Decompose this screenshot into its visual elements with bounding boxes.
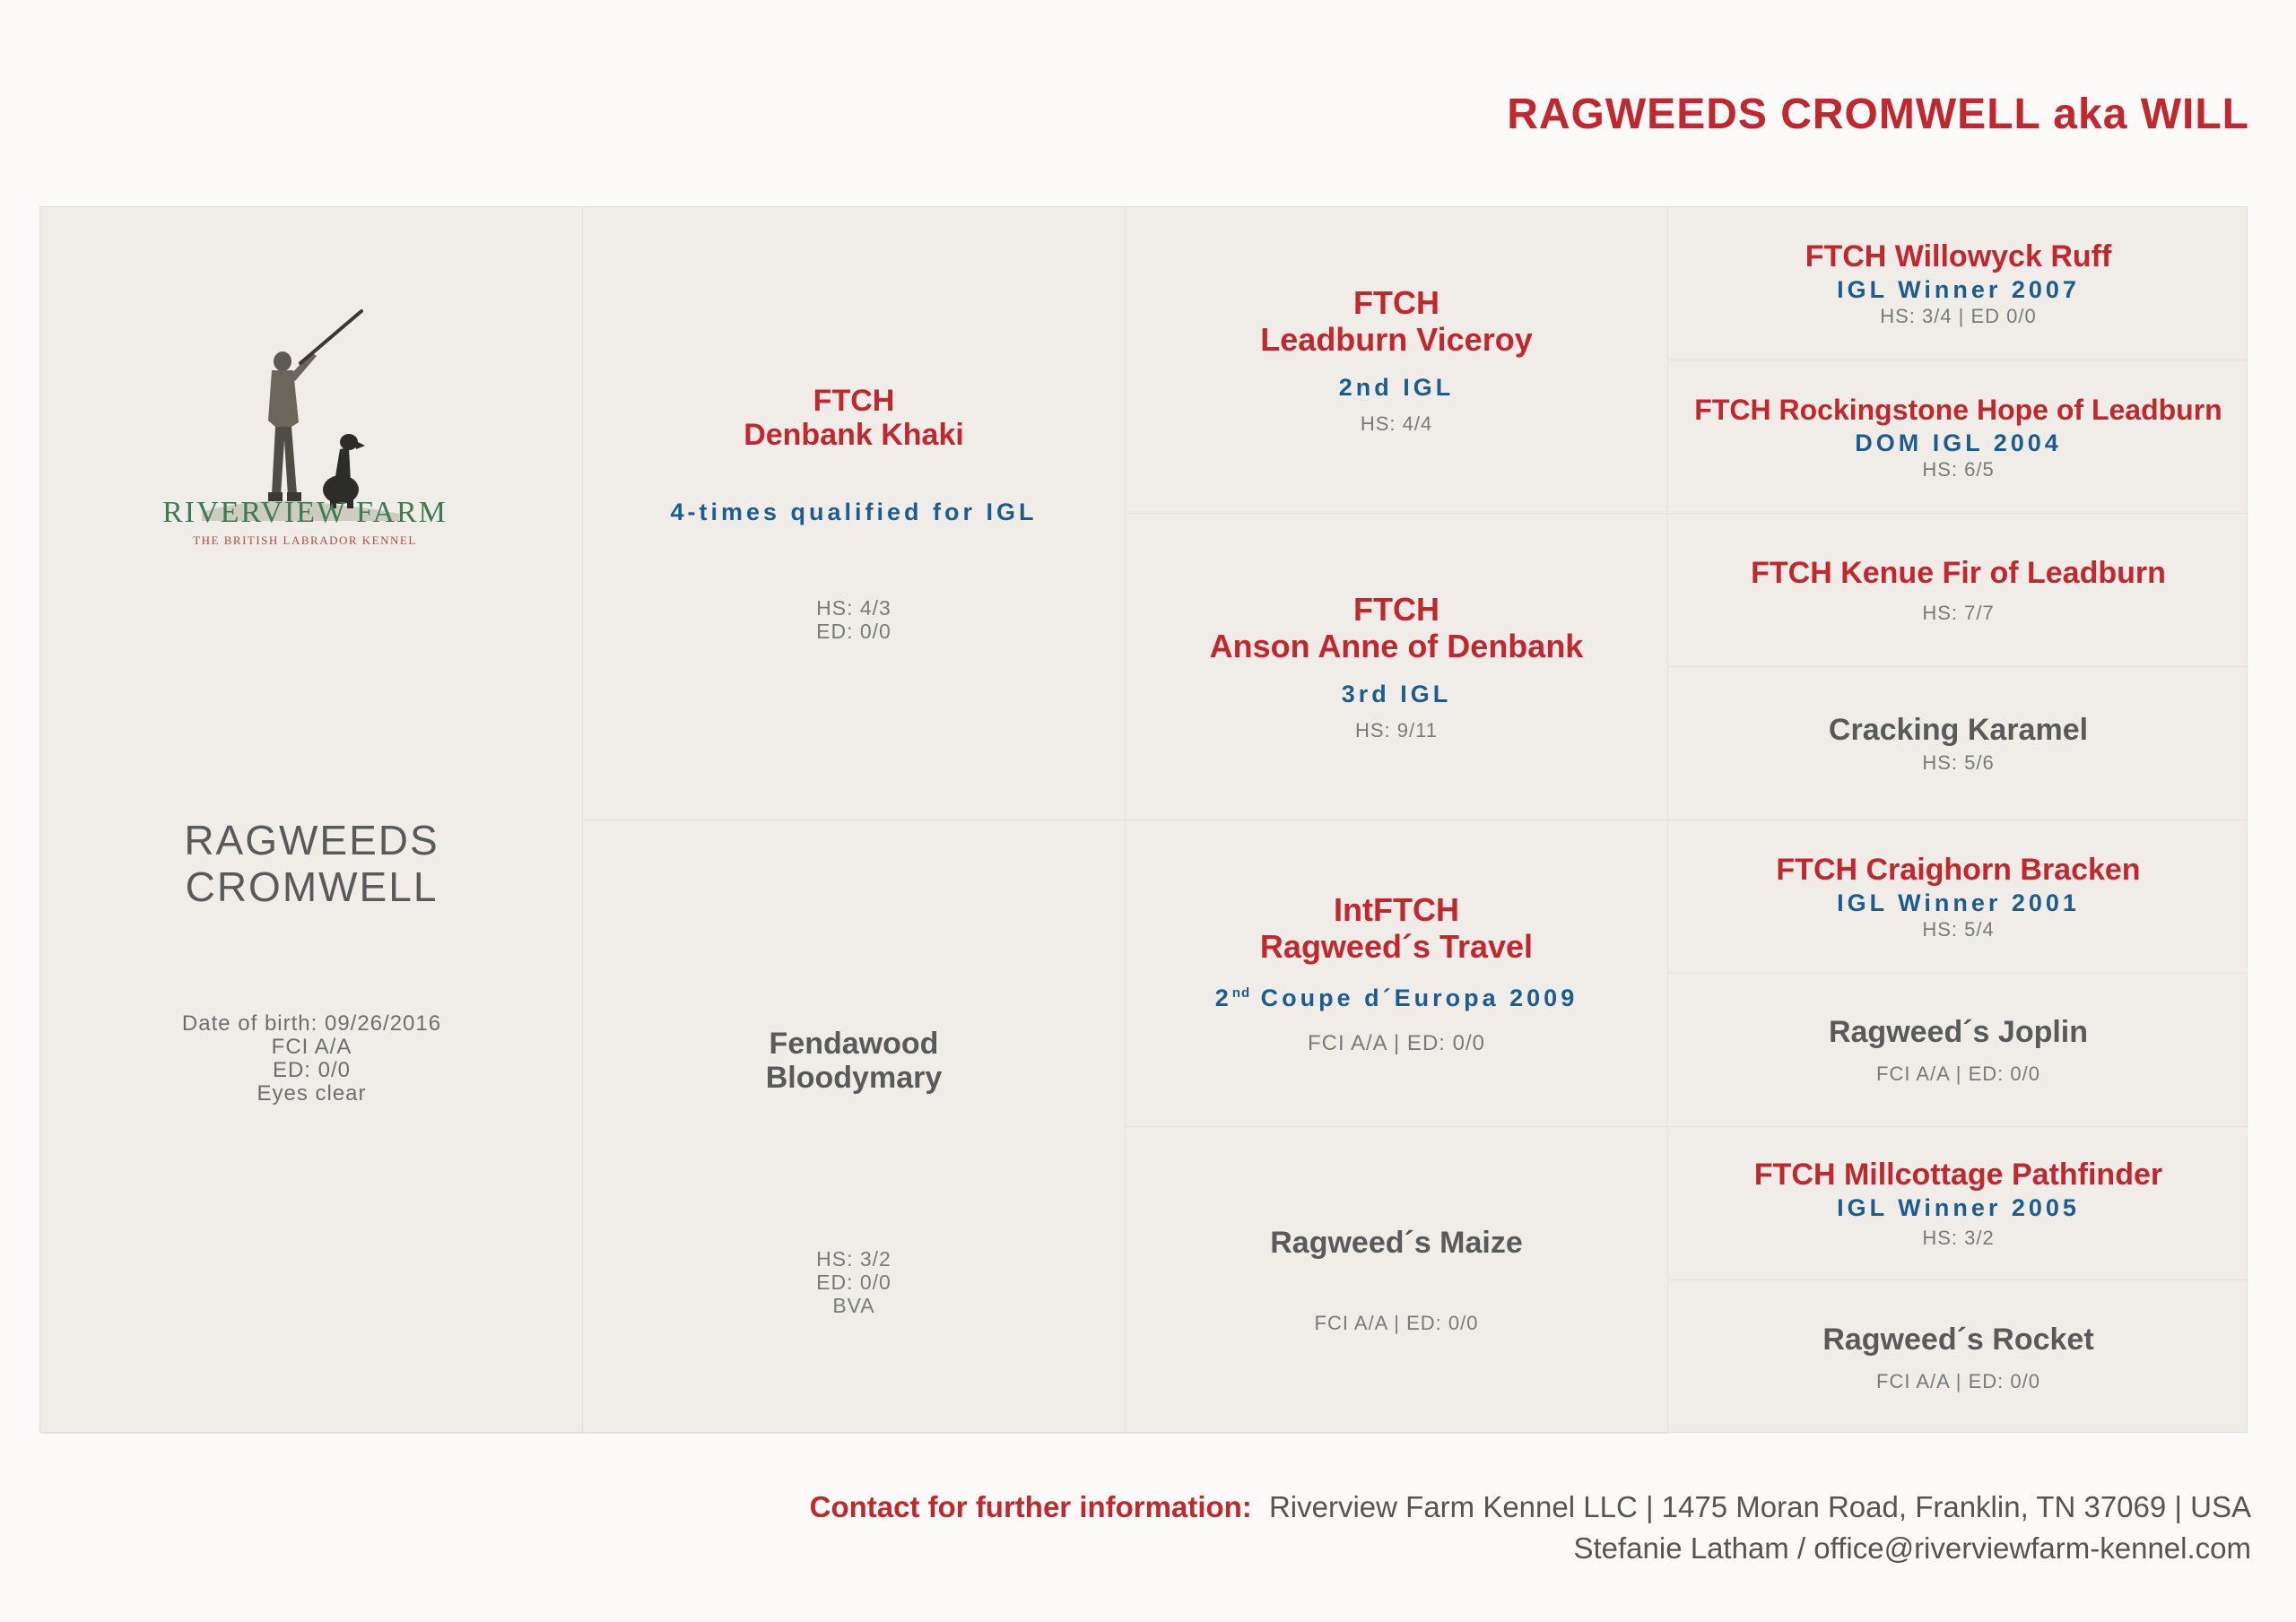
grandparent-award [1215, 984, 1578, 1012]
logo-subtitle: THE BRITISH LABRADOR KENNEL [193, 533, 417, 547]
grandparent-cell [1126, 1127, 1668, 1434]
sire-health [816, 596, 891, 643]
sire-hs: HS: 4/3 [816, 596, 891, 620]
great-grandparent-cell [1668, 514, 2248, 667]
great-grandparent-cell [1668, 1280, 2248, 1434]
dog-info [40, 1012, 583, 1106]
dog-fci: FCI A/A [271, 1035, 352, 1059]
grandparent-health: FCI A/A | ED: 0/0 [1314, 1312, 1479, 1334]
great-grandparent-name: Ragweed´s Joplin [1828, 1015, 2089, 1049]
great-grandparent-cell [1668, 1127, 2248, 1280]
grandparent-cell [1126, 207, 1668, 514]
great-grandparent-award: IGL Winner 2005 [1837, 1194, 2080, 1221]
great-grandparent-cell [1668, 974, 2248, 1127]
grandparent-name: Leadburn Viceroy [1260, 321, 1533, 358]
sire-cell [583, 207, 1126, 820]
grandparent-cell [1126, 514, 1668, 820]
grandparent-health: HS: 9/11 [1355, 719, 1438, 742]
dam-name-line2: Bloodymary [765, 1060, 943, 1095]
subject-dog-cell [40, 207, 583, 1434]
grandparent-health: FCI A/A | ED: 0/0 [1308, 1031, 1485, 1055]
great-grandparent-cell [1668, 667, 2248, 820]
page-title: RAGWEEDS CROMWELL aka WILL [1507, 91, 2249, 138]
dam-cell [583, 820, 1126, 1434]
great-grandparent-cell [1668, 207, 2248, 360]
grandparent-name: Ragweed´s Maize [1270, 1226, 1523, 1260]
great-grandparent-health: HS: 3/4 | ED 0/0 [1880, 305, 2037, 327]
dam-ed: ED: 0/0 [816, 1270, 891, 1294]
great-grandparent-name: FTCH Craighorn Bracken [1776, 853, 2141, 887]
pedigree-table [39, 206, 2248, 1433]
grandparent-title: FTCH [1353, 591, 1439, 628]
great-grandparent-health: HS: 5/6 [1922, 751, 1995, 774]
great-grandparent-name: FTCH Kenue Fir of Leadburn [1751, 556, 2166, 590]
grandparent-name: Ragweed´s Travel [1259, 928, 1534, 965]
logo-name: RIVERVIEW FARM [162, 496, 448, 529]
contact-label: Contact for further information: [809, 1490, 1252, 1523]
dam-name-line1: Fendawood [769, 1026, 939, 1061]
dam-health [816, 1247, 891, 1317]
grandparent-health: HS: 4/4 [1360, 412, 1433, 435]
dog-name-line1: RAGWEEDS [184, 817, 439, 863]
great-grandparent-cell [1668, 820, 2248, 974]
great-grandparent-award: IGL Winner 2001 [1837, 889, 2080, 916]
grandparent-title: FTCH [1353, 284, 1439, 321]
great-grandparent-health: HS: 6/5 [1922, 458, 1995, 481]
award-text: Coupe d´Europa 2009 [1260, 984, 1578, 1011]
great-grandparent-cell [1668, 360, 2248, 514]
great-grandparent-award: DOM IGL 2004 [1855, 429, 2062, 456]
contact-line [810, 1490, 2251, 1524]
sire-award: 4-times qualified for IGL [670, 499, 1038, 525]
dam-bva: BVA [832, 1293, 875, 1317]
dog-name-line2: CROMWELL [185, 863, 439, 910]
great-grandparent-health: HS: 7/7 [1922, 602, 1995, 624]
great-grandparent-name: FTCH Rockingstone Hope of Leadburn [1694, 394, 2222, 426]
great-grandparent-name: Ragweed´s Rocket [1822, 1322, 2094, 1357]
dog-ed: ED: 0/0 [272, 1058, 352, 1082]
sire-title: FTCH [813, 384, 895, 418]
grandparent-title: IntFTCH [1334, 891, 1459, 928]
great-grandparent-health: FCI A/A | ED: 0/0 [1876, 1063, 2040, 1085]
grandparent-name: Anson Anne of Denbank [1209, 628, 1584, 664]
grandparent-cell [1126, 820, 1668, 1127]
sire-name: Denbank Khaki [744, 418, 964, 452]
grandparent-award: 3rd IGL [1341, 681, 1452, 707]
dog-birthdate: Date of birth: 09/26/2016 [181, 1011, 442, 1036]
great-grandparent-health: HS: 3/2 [1922, 1227, 1995, 1249]
award-suffix: nd [1231, 985, 1251, 1001]
award-number: 2 [1214, 984, 1232, 1011]
contact-person: Stefanie Latham / office@riverviewfarm-kennel.com [1573, 1531, 2251, 1565]
grandparent-award: 2nd IGL [1338, 374, 1455, 401]
great-grandparent-health: HS: 5/4 [1922, 918, 1995, 941]
great-grandparent-name: Cracking Karamel [1828, 713, 2089, 747]
sire-ed: ED: 0/0 [816, 620, 891, 643]
great-grandparent-name: FTCH Willowyck Ruff [1805, 239, 2112, 273]
great-grandparent-name: FTCH Millcottage Pathfinder [1753, 1158, 2163, 1192]
great-grandparent-award: IGL Winner 2007 [1837, 276, 2080, 303]
dam-hs: HS: 3/2 [816, 1246, 891, 1271]
great-grandparent-health: FCI A/A | ED: 0/0 [1876, 1369, 2040, 1392]
dog-name [40, 817, 583, 910]
dog-eyes: Eyes clear [257, 1081, 367, 1106]
contact-address: Riverview Farm Kennel LLC | 1475 Moran Road, Franklin, TN 37069 | USA [1268, 1490, 2251, 1523]
